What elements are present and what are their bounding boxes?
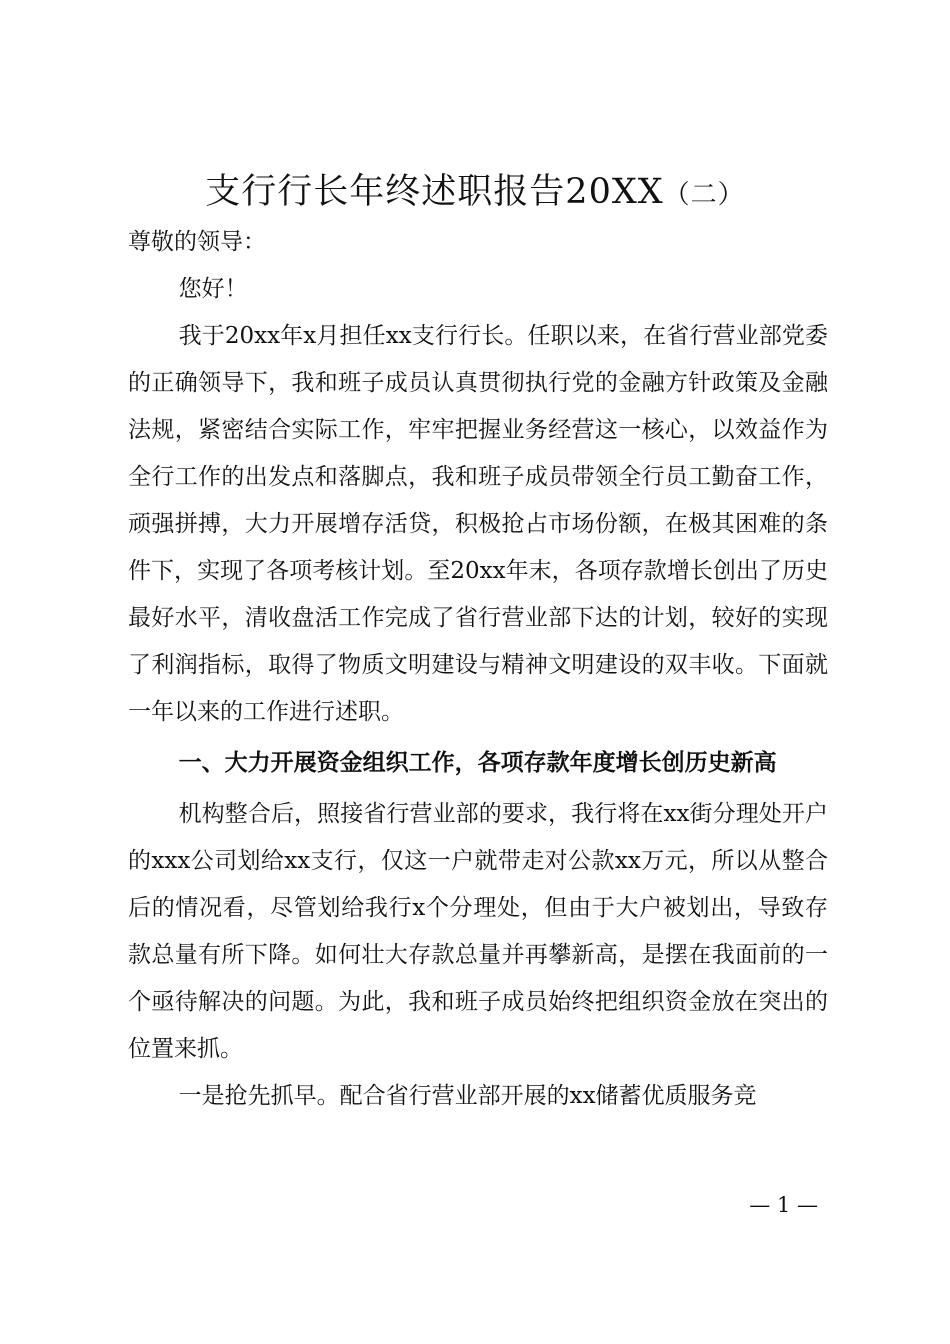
title-suffix: （二） (663, 180, 745, 210)
greeting: 您好！ (178, 276, 248, 302)
document-body (128, 219, 828, 1120)
title-main: 支行行长年终述职报告20XX (205, 172, 664, 212)
page-number: — 1 — (749, 1193, 818, 1217)
intro-paragraph: 我于20xx年x月担任xx支行行长。任职以来，在省行营业部党委的正确领导下，我和班子成员认真贯彻执行党的金融方针政策及金融法规，紧密结合实际工作，牢牢把握业务经营这一核心，以效益作为全行工作的出发点和落脚点，我和班子成员带领全行员工勤奋工作，顽强拼搏，大力开展增存活贷，积极抢占市场份额，在极其困难的条件下，实现了各项考核计划。至20xx年末，各项存款增长创出了历史最好水平，清收盘活工作完成了省行营业部下达的计划，较好的实现了利润指标，取得了物质文明建设与精神文明建设的双丰收。下面就一年以来的工作进行述职。 (128, 323, 828, 725)
section-heading: 一、大力开展资金组织工作，各项存款年度增长创历史新高 (178, 750, 777, 776)
salutation: 尊敬的领导： (128, 229, 266, 255)
document-title (0, 168, 950, 219)
section-paragraph: 一是抢先抓早。配合省行营业部开展的xx储蓄优质服务竞 (178, 1083, 757, 1109)
section-paragraph: 机构整合后，照接省行营业部的要求，我行将在xx街分理处开户的xxx公司划给xx支行，仅这一户就带走对公款xx万元，所以从整合后的情况看，尽管划给我行x个分理处，但由于大户被划出，导致存款总量有所下降。如何壮大存款总量并再攀新高，是摆在我面前的一个亟待解决的问题。为此，我和班子成员始终把组织资金放在突出的位置来抓。 (128, 801, 828, 1062)
